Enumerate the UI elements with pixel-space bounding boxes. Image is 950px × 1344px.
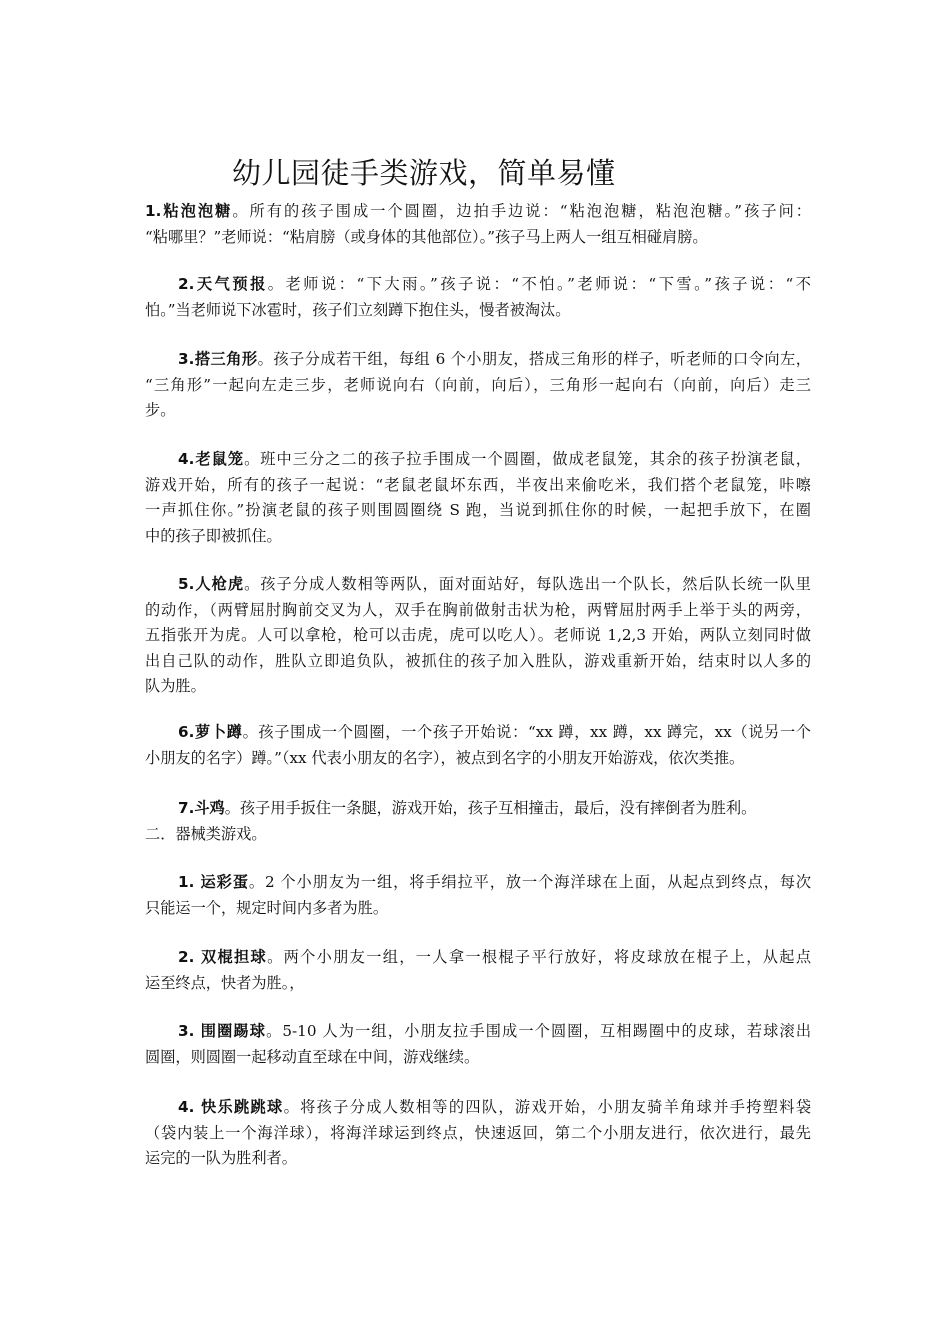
game-paragraph-2 (145, 272, 811, 323)
game-text-line: 。孩子分成若干组，每组 6 个小朋友，搭成三角形的样子，听老师的口令向左， (257, 350, 811, 368)
game-text-line: 。所有的孩子围成一个圆圈，边拍手边说：“粘泡泡糖，粘泡泡糖。”孩子问： (232, 202, 811, 220)
game-heading: 3. 围圈踢球 (178, 1022, 267, 1040)
game-text-line: 怕。”当老师说下冰雹时，孩子们立刻蹲下抱住头，慢者被淘汰。 (145, 300, 571, 319)
equipment-game-paragraph-3 (145, 1019, 811, 1070)
game-text-line: 一声抓住你。”扮演老鼠的孩子则围圆圈绕 S 跑，当说到抓住你的时候，一起把手放下，在圈 (145, 501, 811, 519)
game-heading: 4.老鼠笼 (178, 450, 245, 468)
game-text-line: 五指张开为虎。人可以拿枪，枪可以击虎，虎可以吃人）。老师说 1,2,3 开始，两队立刻同时做 (145, 626, 811, 644)
game-heading: 4. 快乐跳跳球 (178, 1098, 284, 1116)
game-text-line: “粘哪里？”老师说：“粘肩膀（或身体的其他部位）。”孩子马上两人一组互相碰肩膀。 (145, 227, 708, 246)
game-text-line: 出自己队的动作，胜队立即追负队，被抓住的孩子加入胜队，游戏重新开始，结束时以人多的 (145, 651, 811, 670)
game-text-line: 中的孩子即被抓住。 (145, 526, 282, 545)
game-text-line: 。将孩子分成人数相等的四队，游戏开始，小朋友骑羊角球并手挎塑料袋 (283, 1098, 812, 1116)
game-paragraph-4 (145, 447, 811, 549)
game-text-line: 队为胜。 (145, 677, 206, 695)
game-text-line: 。孩子围成一个圆圈，一个孩子开始说：“xx 蹲，xx 蹲，xx 蹲完，xx（说另一个 (242, 723, 811, 741)
section-heading: 二．器械类游戏。 (145, 824, 267, 843)
game-heading: 5.人枪虎 (178, 575, 245, 593)
equipment-game-paragraph-1 (145, 870, 811, 921)
game-text-line: 。5-10 人为一组，小朋友拉手围成一个圆圈，互相踢圈中的皮球，若球滚出 (266, 1022, 812, 1040)
game-text-line: 运至终点，快者为胜。， (145, 973, 305, 992)
game-paragraph-7 (145, 796, 811, 847)
game-paragraph-6 (145, 720, 811, 771)
game-text-line: 游戏开始，所有的孩子一起说：“老鼠老鼠坏东西，半夜出来偷吃米，我们搭个老鼠笼，咔嚓 (145, 475, 811, 494)
game-text-line: （袋内装上一个海洋球），将海洋球运到终点，快速返回，第二个小朋友进行，依次进行，最先 (145, 1123, 811, 1142)
game-text-line: 的动作，（两臂屈肘胸前交叉为人，双手在胸前做射击状为枪，两臂屈肘两手上举于头的两旁， (145, 600, 811, 619)
game-text-line: 步。 (145, 401, 176, 419)
game-text-line: 。孩子分成人数相等两队，面对面站好，每队选出一个队长，然后队长统一队里 (244, 575, 811, 593)
game-heading: 3.搭三角形 (178, 350, 258, 368)
game-paragraph-3 (145, 347, 811, 424)
game-text-line: 。孩子用手扳住一条腿，游戏开始，孩子互相撞击，最后，没有摔倒者为胜利。 (224, 799, 757, 817)
game-text-line: 圆圈，则圆圈一起移动直至球在中间，游戏继续。 (145, 1047, 480, 1066)
game-text-line: “三角形”一起向左走三步，老师说向右（向前，向后），三角形一起向右（向前，向后）走三 (145, 375, 811, 394)
game-heading: 6.萝卜蹲 (178, 723, 243, 741)
game-text-line: 。两个小朋友一组，一人拿一根棍子平行放好，将皮球放在棍子上，从起点 (267, 948, 812, 966)
game-text-line: 。老师说：“下大雨。”孩子说：“不怕。”老师说：“下雪。”孩子说：“不 (267, 275, 811, 293)
game-text-line: 。班中三分之二的孩子拉手围成一个圆圈，做成老鼠笼，其余的孩子扮演老鼠， (244, 450, 811, 468)
game-paragraph-5 (145, 572, 811, 700)
game-heading: 2.天气预报 (178, 275, 268, 293)
game-paragraph-1 (145, 199, 811, 250)
game-text-line: 。2 个小朋友为一组，将手绢拉平，放一个海洋球在上面，从起点到终点，每次 (248, 873, 812, 891)
equipment-game-paragraph-4 (145, 1095, 811, 1172)
game-text-line: 运完的一队为胜利者。 (145, 1149, 297, 1167)
game-text-line: 小朋友的名字）蹲。”（xx 代表小朋友的名字），被点到名字的小朋友开始游戏，依次类推。 (145, 748, 745, 767)
equipment-game-paragraph-2 (145, 945, 811, 996)
page-title: 幼儿园徒手类游戏，简单易懂 (232, 156, 616, 191)
game-heading: 2. 双棍担球 (178, 948, 268, 966)
game-text-line: 只能运一个，规定时间内多者为胜。 (145, 898, 388, 917)
game-heading: 7.斗鸡 (178, 799, 225, 817)
game-heading: 1. 运彩蛋 (178, 873, 249, 891)
game-heading: 1.粘泡泡糖 (145, 202, 233, 220)
